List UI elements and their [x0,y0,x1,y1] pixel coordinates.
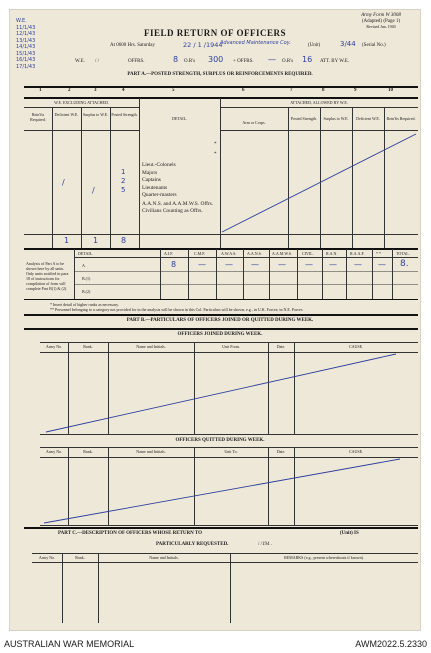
plus-offrs-value: — [268,55,276,64]
quitted-header: Rank. [83,449,93,454]
analysis-value: — [225,260,233,269]
analysis-total: 8. [400,259,409,269]
rule [24,234,418,235]
margin-note: 14/1/43 [16,44,36,50]
part-c-header: REMARKS (e.g., present whereabouts if known). [284,555,364,560]
part-c-title-line2: PARTICULARLY REQUESTED. [156,542,229,547]
strike-through-line [220,130,418,234]
quitted-header: Date. [276,449,286,454]
we-value: / / [95,59,100,64]
we-label: W.E. [75,59,85,64]
rule [139,98,140,248]
margin-note: W.E. [16,18,27,24]
analysis-header: * * [376,251,381,256]
rank-label: Civilians Counting as Offrs. [142,208,203,214]
part-c-date: / /194 . [258,542,273,547]
margin-notes [16,18,46,70]
rule [220,107,418,108]
part-b-title: PART B.—PARTICULARS OF OFFICERS JOINED OR QUITTED DURING WEEK. [126,318,314,323]
analysis-row-label: A. [82,263,86,268]
margin-note: 12/1/43 [16,31,36,37]
joined-header: Date. [276,344,286,349]
rule [188,249,189,299]
rank-label: Quarter-masters [142,192,177,198]
col-number: 5 [172,88,175,93]
col-number: 8 [322,88,325,93]
ors2-value: 16 [302,55,313,64]
analysis-row-label: B.(1) [82,276,91,281]
part-a-table [24,98,418,248]
rule [32,553,418,554]
strike-through-line [40,352,418,434]
rule [40,525,418,526]
quitted-table [40,447,418,525]
rule [322,249,323,299]
header-posted-strength-att: Posted Strength. [290,116,318,121]
analysis-value: — [378,260,386,269]
quitted-header: Name and Initials. [136,449,166,454]
header-reinforcements-att: Rein'fts Required. [386,116,416,121]
col-number: 6 [242,88,245,93]
total-entry: 1 [93,236,99,245]
attached-allowed-header: ATTACHED, ALLOWED BY W.E. [290,100,348,105]
date-value: 22 / 1 /1944 [183,41,223,49]
analysis-value: — [278,260,286,269]
rule [392,249,393,299]
part-c-unit-label: (Unit) IS [340,531,359,536]
footnote: ** Personnel belonging to a category not provided for in the analysis will be shown in this Col. Particulars will be shown, e.g., in U.K. Forces; in N.E. Forces [50,307,303,312]
part-c-header: Name and Initials. [149,555,179,560]
att-label: ATT. BY W.E. [320,59,350,64]
column-number-row [24,87,418,97]
analysis-value: — [305,260,313,269]
rule [297,249,298,299]
higher-rank-marker: * [214,142,217,147]
quitted-header: CAUSE. [348,449,364,454]
rule [24,299,418,300]
rule [74,271,418,272]
analysis-block [24,249,418,299]
offrs-value: 8 [173,55,179,64]
rule [230,553,231,623]
joined-header: CAUSE. [348,344,364,349]
unit-label: (Unit) [308,43,321,48]
analysis-value: — [251,260,259,269]
analysis-header: C.M.F. [194,251,206,256]
serial-label: (Serial No.) [362,43,386,48]
analysis-header: TOTAL. [396,251,410,256]
rule [372,249,373,299]
joined-title: OFFICERS JOINED DURING WEEK. [177,332,263,337]
part-a-title: PART A.—POSTED STRENGTH, SURPLUS OR REINFORCEMENTS REQUIRED. [127,72,313,77]
ors2-label: O.R's [282,59,294,64]
analysis-header: DETAIL. [78,251,94,256]
col-number: 10 [388,88,393,93]
analysis-header: CIVIL. [302,251,314,256]
ors-label: O.R's [184,59,196,64]
quitted-header: Army No. [45,449,63,454]
total-entry: 1 [64,236,70,245]
header-detail: DETAIL. [171,116,188,121]
offrs-label: OFFRS. [128,59,145,64]
quitted-title: OFFICERS QUITTED DURING WEEK. [175,438,265,443]
footer [0,636,431,653]
analysis-row-label: B.(2) [82,289,91,294]
part-c-header: Rank. [75,555,85,560]
header-deficient-att: Deficient W.E. [356,116,380,121]
rule [160,249,161,299]
footer-catalog-number: AWM2022.5.2330 [355,639,427,649]
footnote: * Insert detail of higher ranks as necessary. [50,302,119,307]
margin-note: 17/1/43 [16,63,36,70]
rank-label: A.A.N.S. and A.A.M.W.S. Offrs. [142,200,214,207]
rank-label: Captains [142,177,161,183]
header-posted-strength: Posted Strength. [111,112,138,117]
part-c-table [32,553,418,623]
posted-entry: 2 [121,177,126,185]
rank-label: Majors [142,169,158,176]
analysis-header: A.A.M.W.S. [272,251,292,256]
rule [24,314,418,316]
rule [74,257,418,258]
quitted-header: Unit To. [224,449,238,454]
rule [40,434,418,435]
posted-entry: 1 [121,168,126,176]
analysis-header: R.A.N. [326,251,338,256]
rule [110,107,111,248]
at-label: At 0600 Hrs. Saturday [110,43,155,48]
analysis-value: — [198,260,206,269]
header-reinforcements: Rein'fts Required. [30,112,46,122]
rule [269,249,270,299]
plus-offrs-label: + OFFRS. [233,59,254,64]
rule [62,553,63,623]
col-number: 7 [290,88,293,93]
rule [81,107,82,248]
footer-credit: AUSTRALIAN WAR MEMORIAL [4,639,135,649]
analysis-header: R.A.A.F. [350,251,365,256]
serial-value: 3/44 [340,40,356,48]
header-arm-corps: Arm or Corps. [242,120,266,125]
analysis-value: — [354,260,362,269]
part-c-title: PART C.—DESCRIPTION OF OFFICERS WHOSE RETURN TO [58,531,203,536]
posted-entry: 5 [121,186,126,194]
rule [24,328,418,330]
analysis-header: A.I.F. [164,251,174,256]
margin-note: 16/1/43 [16,57,36,63]
rule [98,553,99,623]
rule [32,562,418,563]
form-sheet [10,10,420,630]
rule [24,527,418,529]
deficient-entry: / [62,178,65,187]
we-excluding-header: W.E. EXCLUDING ATTACHED. [54,100,109,105]
joined-header: Unit From. [222,344,240,349]
page-title: FIELD RETURN OF OFFICERS [144,28,286,38]
form-revised-note: Revised Jan. 1940 [366,24,396,29]
analysis-value: 8 [171,260,177,269]
total-entry: 8 [121,236,127,245]
rule [346,249,347,299]
strike-through-line [40,457,418,525]
part-c-header: Army No. [38,555,56,560]
col-number: 1 [39,88,42,93]
army-form-number: Army Form W 3008 [361,13,401,18]
rule [40,447,418,448]
col-number: 9 [354,88,357,93]
rule [216,249,217,299]
rule [74,284,418,285]
unit-value: Advanced Maintenance Coy. [220,40,291,46]
header-surplus-att: Surplus to W.E. [323,116,349,121]
margin-note: 11/1/43 [16,24,36,31]
col-number: 2 [68,88,71,93]
joined-table [40,342,418,434]
rule [52,107,53,248]
analysis-header: A.W.A.S. [221,251,237,256]
form-adapted-note: (Adapted) (Page 1) [361,18,401,24]
analysis-note: Analysis of Part A to be shown here by all units. Only units notified in para. 18 of instructions for compilation of form will complete Part B(1) & (2). [26,261,70,291]
joined-header: Name and Initials. [136,344,166,349]
margin-note: 13/1/43 [16,37,36,44]
header-deficient: Deficient W.E. [54,112,79,117]
rule [40,342,418,343]
col-number: 4 [122,88,125,93]
surplus-entry: / [92,186,95,195]
joined-header: Army No. [45,344,63,349]
rule [243,249,244,299]
rank-label: Lieut.-Colonels [142,162,176,168]
header-surplus: Surplus to W.E. [82,112,109,117]
joined-header: Rank. [83,344,93,349]
analysis-value: — [329,260,337,269]
margin-note: 15/1/43 [16,50,36,57]
rank-label: Lieutenants [142,184,168,191]
higher-rank-marker: * [214,152,217,157]
analysis-header: A.A.N.S. [247,251,262,256]
rank-list [142,162,220,215]
ors-value: 300 [208,55,224,64]
col-number: 3 [94,88,97,93]
